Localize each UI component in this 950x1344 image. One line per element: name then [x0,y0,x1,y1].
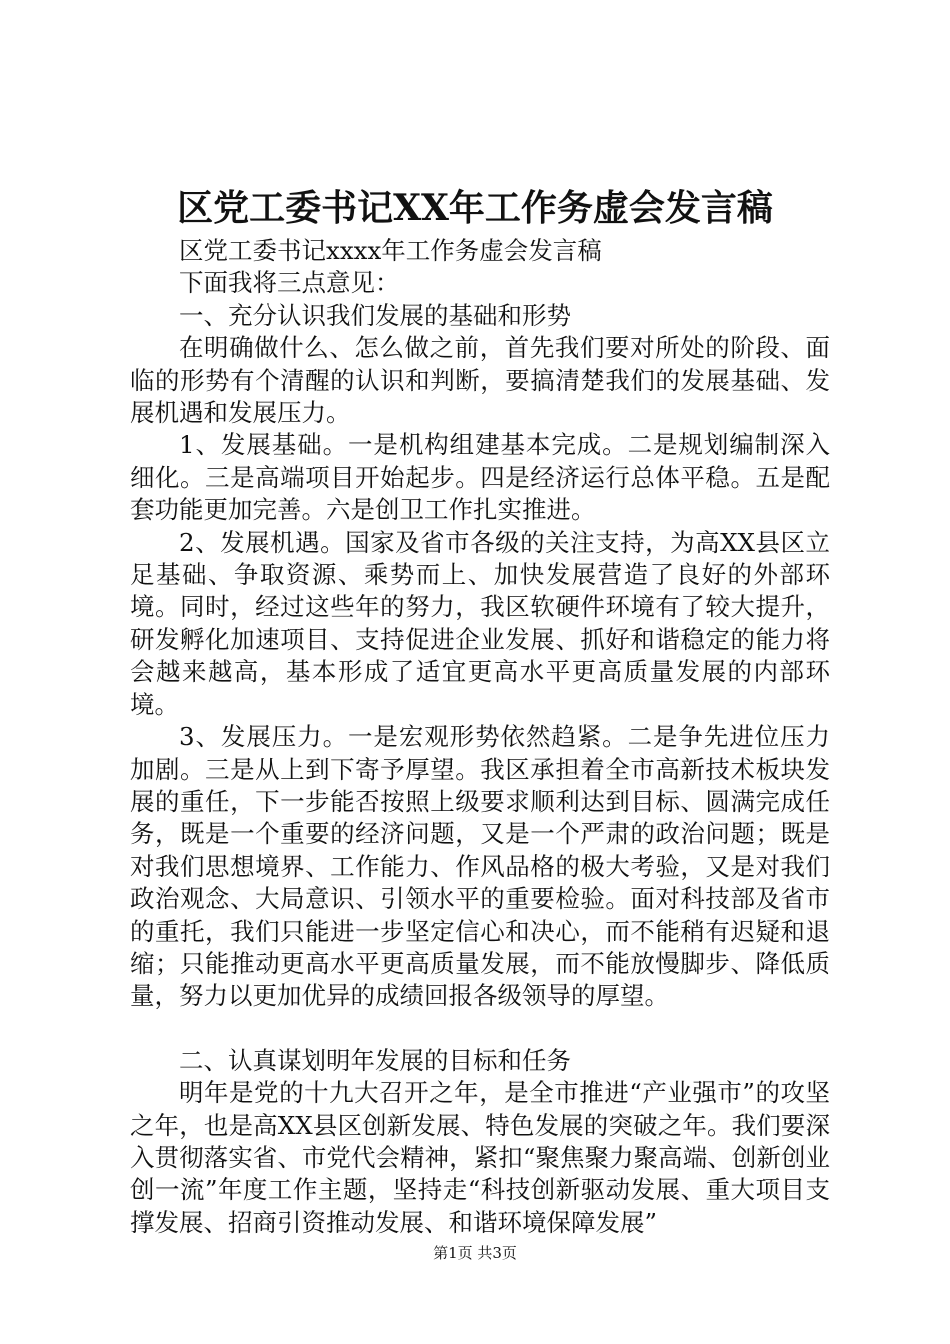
page-number: 第1页 共3页 [433,1244,517,1262]
paragraph-intro: 下面我将三点意见： [179,268,400,298]
section-heading-2: 二、认真谋划明年发展的目标和任务 [179,1045,571,1075]
document-title: 区党工委书记XX年工作务虚会发言稿 [177,187,773,229]
paragraph-development-opportunity: 2、发展机遇。国家及省市各级的关注支持，为高XX县区立足基础、争取资源、乘势而上、加快发展营造了良好的外部环境。同时，经过这些年的努力，我区软硬件环境有了较大提升，研发孵化加速项目、支持促进企业发展、抓好和谐稳定的能力将会越来越高，基本形成了适宜更高水平更高质量发展的内部环境。 [130,527,830,719]
paragraph-section-1-intro: 在明确做什么、怎么做之前，首先我们要对所处的阶段、面临的形势有个清醒的认识和判断，要搞清楚我们的发展基础、发展机遇和发展压力。 [130,333,830,428]
paragraph-subtitle: 区党工委书记xxxx年工作务虚会发言稿 [179,236,602,265]
section-heading-1: 一、充分认识我们发展的基础和形势 [179,300,571,330]
paragraph-next-year: 明年是党的十九大召开之年，是全市推进“产业强市”的攻坚之年，也是高XX县区创新发展、特色发展的突破之年。我们要深入贯彻落实省、市党代会精神，紧扣“聚焦聚力聚高端、创新创业创一流”年度工作主题，坚持走“科技创新驱动发展、重大项目支撑发展、招商引资推动发展、和谐环境保障发展” [130,1078,830,1237]
paragraph-development-pressure: 3、发展压力。一是宏观形势依然趋紧。二是争先进位压力加剧。三是从上到下寄予厚望。我区承担着全市高新技术板块发展的重任，下一步能否按照上级要求顺利达到目标、圆满完成任务，既是一个重要的经济问题，又是一个严肃的政治问题；既是对我们思想境界、工作能力、作风品格的极大考验，又是对我们政治观念、大局意识、引领水平的重要检验。面对科技部及省市的重托，我们只能进一步坚定信心和决心，而不能稍有迟疑和退缩；只能推动更高水平更高质量发展，而不能放慢脚步、降低质量，努力以更加优异的成绩回报各级领导的厚望。 [130,722,830,1011]
document-body [130,235,830,1239]
paragraph-development-basis: 1、发展基础。一是机构组建基本完成。二是规划编制深入细化。三是高端项目开始起步。四是经济运行总体平稳。五是配套功能更加完善。六是创卫工作扎实推进。 [130,430,830,525]
